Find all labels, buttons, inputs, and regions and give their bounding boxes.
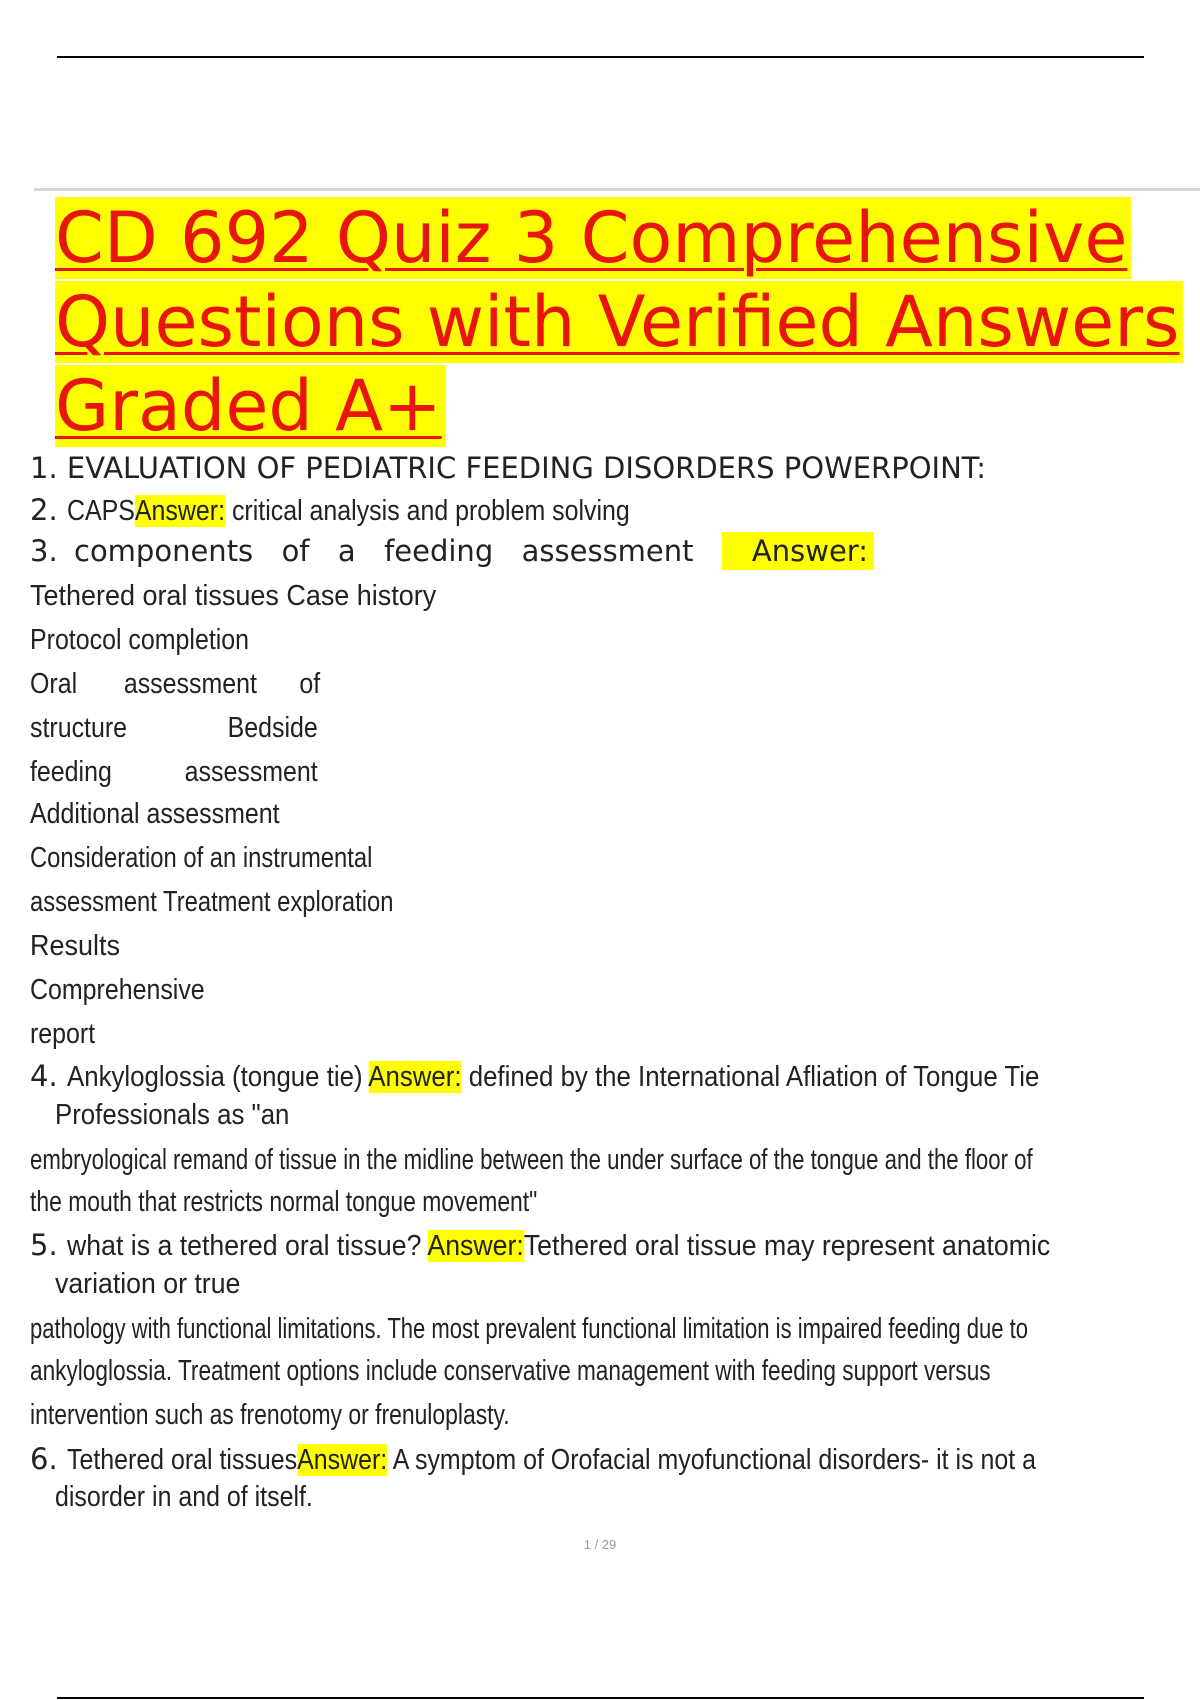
question-1-text: EVALUATION OF PEDIATRIC FEEDING DISORDERS POWERPOINT: (66, 451, 987, 485)
q3-line-5: feeding assessment (30, 756, 318, 788)
question-5-term: what is a tethered oral tissue? (66, 1230, 422, 1262)
question-4-term: Ankyloglossia (tongue tie) (66, 1061, 363, 1093)
question-6-term: Tethered oral tissues (66, 1444, 298, 1476)
question-5-para-1: pathology with functional limitations. The most prevalent functional limitation is impaired feeding due to (30, 1313, 1029, 1345)
title-separator (34, 188, 1200, 191)
question-3-term: components of a feeding assessment Answer: (74, 532, 874, 570)
question-2-term: CAPS (66, 495, 135, 527)
title-line-2: Questions with Verified Answers (55, 281, 1183, 363)
page-number: 1 / 29 (583, 1537, 617, 1552)
question-6-answer: A symptom of Orofacial myofunctional disorders- it is not a (392, 1444, 1036, 1476)
question-5-para-2: ankyloglossia. Treatment options include conservative management with feeding support versus (30, 1355, 991, 1387)
answer-label: Answer: (368, 1061, 462, 1093)
answer-label: Answer: (427, 1230, 524, 1262)
answer-label: Answer: (722, 532, 874, 570)
question-6: 6. Tethered oral tissuesAnswer: A symptom of Orofacial myofunctional disorders- it is not a (30, 1442, 1036, 1476)
question-2: 2. CAPSAnswer: critical analysis and problem solving (30, 493, 630, 527)
q3-line-1: Tethered oral tissues Case history (30, 580, 437, 612)
question-4-answer-cont: Professionals as "an (55, 1099, 290, 1131)
question-1: 1. EVALUATION OF PEDIATRIC FEEDING DISORDERS POWERPOINT: (30, 451, 987, 485)
q3-line-2: Protocol completion (30, 624, 250, 656)
question-5-para-3: intervention such as frenotomy or frenuloplasty. (30, 1399, 510, 1431)
q3-line-7: Consideration of an instrumental (30, 842, 373, 874)
q3-line-10: Comprehensive (30, 974, 205, 1006)
q3-line-4: structure Bedside (30, 712, 318, 744)
header-rule (57, 56, 1144, 58)
document-title (55, 196, 1200, 448)
question-4-para-2: the mouth that restricts normal tongue movement" (30, 1186, 538, 1218)
question-4-answer: defined by the International Afliation of Tongue Tie (468, 1061, 1040, 1093)
question-4: 4. Ankyloglossia (tongue tie) Answer: defined by the International Afliation of Tongue Tie (30, 1059, 1040, 1093)
question-6-answer-cont: disorder in and of itself. (55, 1481, 313, 1513)
title-line-1: CD 692 Quiz 3 Comprehensive (55, 197, 1131, 279)
title-line-3: Graded A+ (55, 365, 446, 447)
answer-label: Answer: (297, 1444, 388, 1476)
question-3: 3. components of a feeding assessment Answer: (30, 532, 1185, 570)
q3-line-9: Results (30, 930, 120, 962)
question-4-para-1: embryological remand of tissue in the midline between the under surface of the tongue and the floor of (30, 1144, 1033, 1176)
q3-line-6: Additional assessment (30, 798, 280, 830)
q3-line-3: Oral assessment of (30, 668, 320, 700)
question-5-answer: Tethered oral tissue may represent anatomic (523, 1230, 1051, 1262)
question-5-answer-cont: variation or true (55, 1268, 241, 1300)
q3-line-11: report (30, 1018, 96, 1050)
q3-line-8: assessment Treatment exploration (30, 886, 394, 918)
answer-label: Answer: (134, 495, 225, 527)
question-5: 5. what is a tethered oral tissue? Answer:Tethered oral tissue may represent anatomic (30, 1228, 1051, 1262)
footer-rule (57, 1697, 1144, 1699)
question-2-answer: critical analysis and problem solving (231, 495, 630, 527)
